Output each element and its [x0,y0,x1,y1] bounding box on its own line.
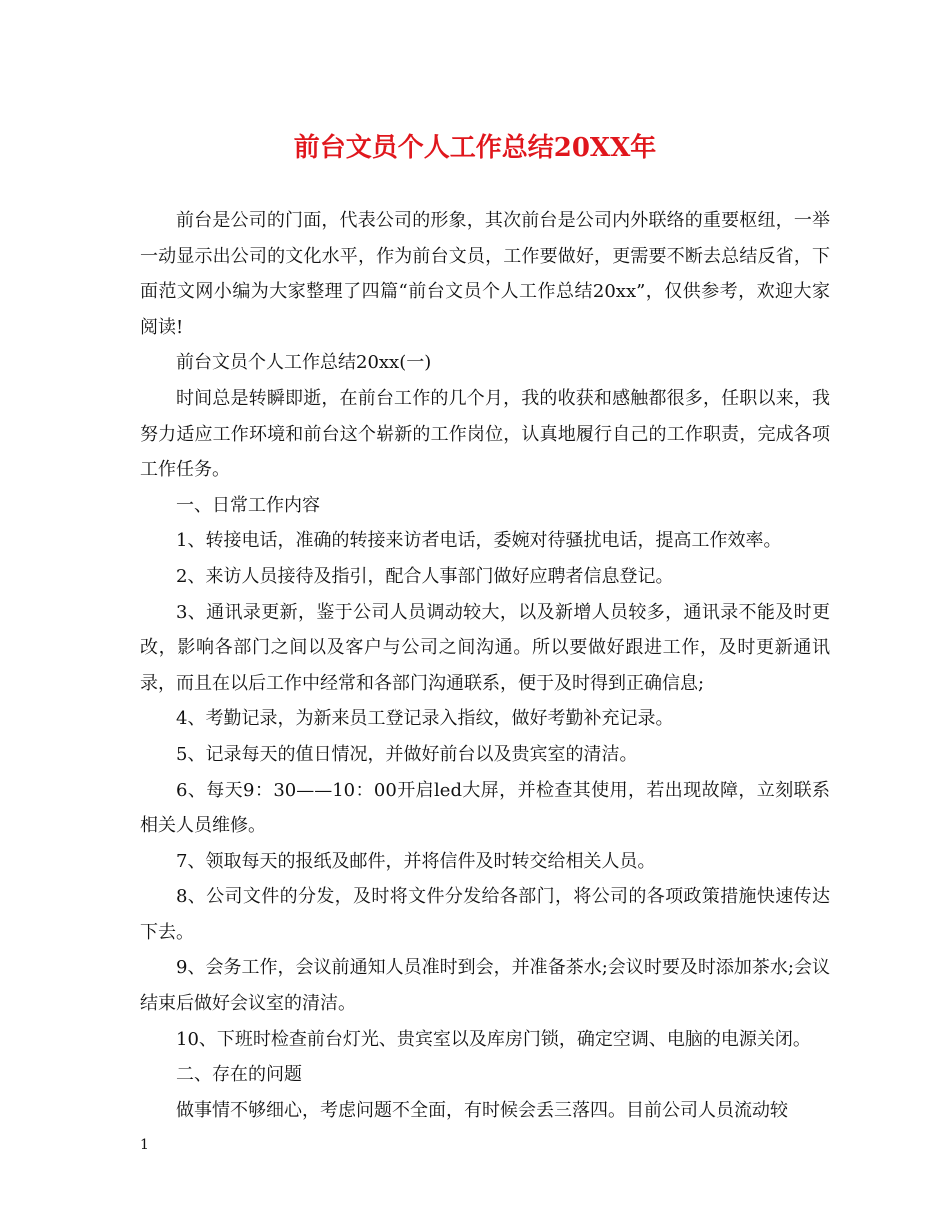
list-item: 3、通讯录更新，鉴于公司人员调动较大，以及新增人员较多，通讯录不能及时更改，影响各部门之间以及客户与公司之间沟通。所以要做好跟进工作，及时更新通讯录，而且在以后工作中经常和各部门沟通联系，便于及时得到正确信息; [140,601,830,694]
list-item: 4、考勤记录，为新来员工登记录入指纹，做好考勤补充记录。 [176,708,674,730]
list-item: 2、来访人员接待及指引，配合人事部门做好应聘者信息登记。 [176,565,674,587]
paragraph-intro: 前台是公司的门面，代表公司的形象，其次前台是公司内外联络的重要枢纽，一举一动显示出公司的文化水平，作为前台文员，工作要做好，更需要不断去总结反省，下面范文网小编为大家整理了四篇“前台文员个人工作总结20xx”，仅供参考，欢迎大家阅读! [140,210,830,338]
list-item: 1、转接电话，准确的转接来访者电话，委婉对待骚扰电话，提高工作效率。 [176,530,782,552]
list-item: 10、下班时检查前台灯光、贵宾室以及库房门锁，确定空调、电脑的电源关闭。 [176,1028,811,1050]
document-title: 前台文员个人工作总结20XX年 [293,133,657,163]
page-number: 1 [140,1137,149,1153]
list-item: 9、会务工作，会议前通知人员准时到会，并准备茶水;会议时要及时添加茶水;会议结束后做好会议室的清洁。 [140,957,830,1015]
document-body [140,203,830,1128]
paragraph-problems: 做事情不够细心，考虑问题不全面，有时候会丢三落四。目前公司人员流动较 [176,1099,788,1121]
list-item: 7、领取每天的报纸及邮件，并将信件及时转交给相关人员。 [176,850,656,872]
list-item: 8、公司文件的分发，及时将文件分发给各部门，将公司的各项政策措施快速传达下去。 [140,886,830,943]
section-heading-daily-work: 一、日常工作内容 [176,494,320,516]
paragraph-subtitle: 前台文员个人工作总结20xx(一) [176,352,432,374]
section-heading-problems: 二、存在的问题 [176,1064,302,1086]
list-item: 5、记录每天的值日情况，并做好前台以及贵宾室的清洁。 [176,743,638,765]
paragraph-opening: 时间总是转瞬即逝，在前台工作的几个月，我的收获和感触都很多，任职以来，我努力适应工作环境和前台这个崭新的工作岗位，认真地履行自己的工作职责，完成各项工作任务。 [140,387,830,481]
list-item: 6、每天9：30——10：00开启led大屏，并检查其使用，若出现故障，立刻联系相关人员维修。 [140,779,830,837]
